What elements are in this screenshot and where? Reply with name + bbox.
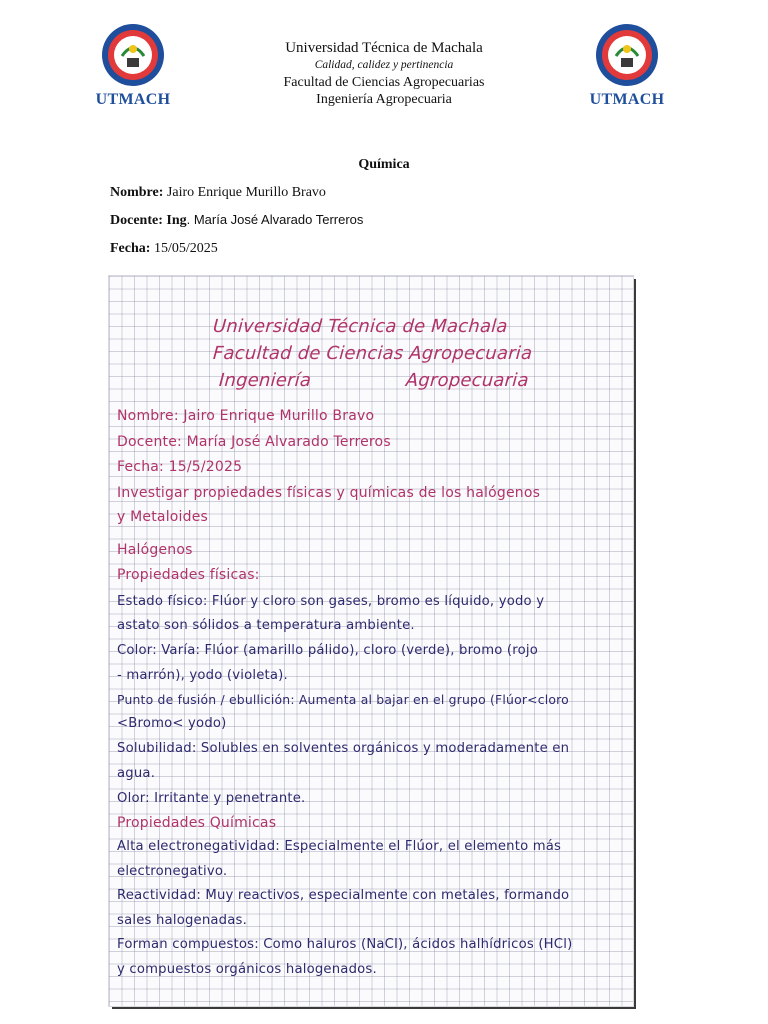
hw-line: electronegativo.	[117, 864, 228, 879]
date-field	[110, 241, 218, 257]
hw-line: Reactividad: Muy reactivos, especialmente con metales, formando	[117, 888, 570, 903]
hw-line: astato son sólidos a temperatura ambiente.	[117, 618, 415, 633]
hw-line: Investigar propiedades físicas y químicas de los halógenos	[117, 485, 541, 501]
logo-text: UTMACH	[589, 91, 665, 108]
document-header	[0, 40, 768, 108]
date-value: 15/05/2025	[153, 241, 218, 256]
teacher-label: Docente:	[110, 213, 163, 228]
hw-line: Fecha: 15/5/2025	[117, 459, 243, 475]
hw-line: <Bromo< yodo)	[117, 716, 227, 731]
teacher-prefix: Ing	[166, 213, 187, 228]
hw-line: Halógenos	[117, 542, 193, 558]
hw-line: Punto de fusión / ebullición: Aumenta al bajar en el grupo (Flúor<cloro	[117, 692, 569, 707]
name-label: Nombre:	[110, 185, 164, 200]
hw-line: agua.	[117, 766, 156, 781]
hw-line: Facultad de Ciencias Agropecuaria	[212, 343, 533, 364]
hw-line: - marrón), yodo (violeta).	[117, 668, 288, 683]
faculty-name: Facultad de Ciencias Agropecuarias	[283, 75, 485, 90]
hw-line: Propiedades físicas:	[117, 567, 260, 583]
hw-line: Estado físico: Flúor y cloro son gases, bromo es líquido, yodo y	[117, 594, 545, 609]
subject-title: Química	[358, 157, 410, 172]
handwritten-notebook-page	[109, 276, 633, 1006]
hw-line: Propiedades Químicas	[117, 815, 277, 831]
university-name: Universidad Técnica de Machala	[285, 40, 483, 56]
hw-line: sales halogenadas.	[117, 913, 248, 928]
hw-line: Nombre: Jairo Enrique Murillo Bravo	[117, 408, 375, 424]
logo-text: UTMACH	[95, 91, 171, 108]
hw-line: Forman compuestos: Como haluros (NaCl), ácidos halhídricos (HCl)	[117, 937, 573, 952]
hw-line: Solubilidad: Solubles en solventes orgánicos y moderadamente en	[117, 741, 570, 756]
career-name: Ingeniería Agropecuaria	[316, 92, 452, 107]
date-label: Fecha:	[110, 241, 151, 256]
hw-line: Universidad Técnica de Machala	[212, 316, 509, 337]
name-value: Jairo Enrique Murillo Bravo	[166, 185, 326, 200]
teacher-value: . María José Alvarado Terreros	[186, 212, 364, 227]
hw-line: Ingeniería Agropecuaria	[218, 370, 530, 391]
hw-line: Docente: María José Alvarado Terreros	[117, 434, 391, 450]
name-field	[110, 185, 326, 201]
hw-line: y compuestos orgánicos halogenados.	[117, 962, 377, 977]
hw-line: Olor: Irritante y penetrante.	[117, 791, 306, 806]
hw-line: Color: Varía: Flúor (amarillo pálido), cloro (verde), bromo (rojo	[117, 643, 538, 658]
hw-line: Alta electronegatividad: Especialmente el Flúor, el elemento más	[117, 839, 562, 854]
teacher-field	[110, 212, 363, 229]
university-motto: Calidad, calidez y pertinencia	[314, 59, 454, 71]
hw-line: y Metaloides	[117, 509, 209, 525]
